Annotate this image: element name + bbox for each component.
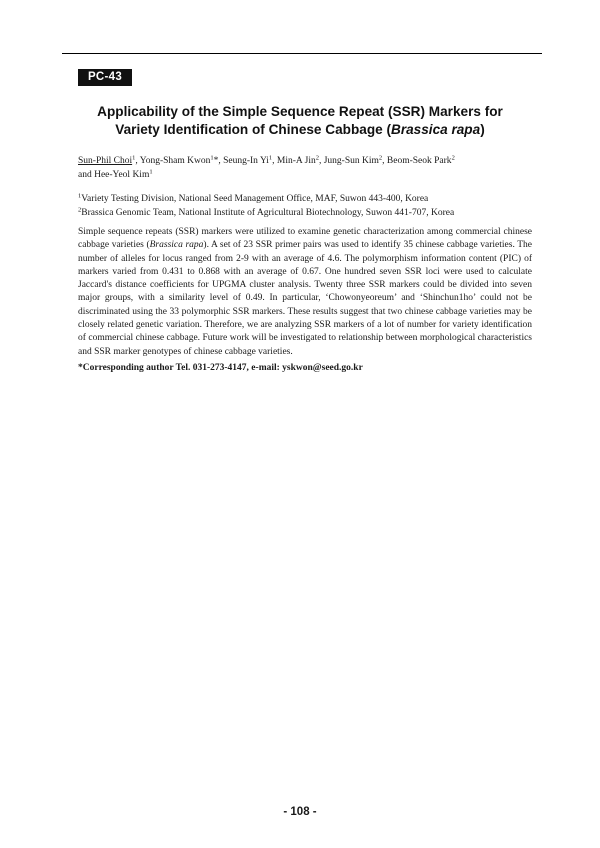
corresponding-mark: *	[213, 156, 219, 166]
author-affiliation-sup: 2	[451, 154, 455, 162]
author-name: Seung-In Yi	[223, 156, 269, 166]
header-rule	[62, 53, 542, 54]
author-name: Sun-Phil Choi	[78, 156, 133, 166]
author-name: Yong-Sham Kwon	[139, 156, 211, 166]
abstract-species: Brassica rapa	[149, 240, 204, 251]
author-affiliation-sup: 1	[149, 168, 153, 176]
author-affiliation-sup: 1	[132, 154, 136, 162]
affiliation-item: $^2$Brassica Genomic Team, National Institute of Agricultural Biotechnology, Suwon 441-707, Korea	[78, 206, 455, 218]
title-line-2-suffix: )	[480, 122, 485, 137]
author-list: Sun-Phil Choi$^1$, Yong-Sham Kwon$^1$*, Seung-In Yi$^1$, Min-A Jin$^2$, Jung-Sun Kim$^2$, Beom-Seok Park$^2$ and Hee-Yeol Kim$^1$	[78, 154, 455, 180]
author-affiliation-sup: 2	[378, 154, 383, 162]
author-name: Jung-Sun Kim	[323, 156, 379, 166]
abstract-body: Simple sequence repeats (SSR) markers were utilized to examine genetic characterization among commercial chinese cabbage varieties (Brassica rapa). A set of 23 SSR primer pairs was used to identify 35 chinese cabbage varieties. The number of alleles for locus ranged from 2-9 with an average of 4.6. The polymorphism information content (PIC) of markers varied from 0.431 to 0.868 with an average of 0.67. One hundred seven SSR loci were used to calculate Jaccard's distance coefficients for UPGMA cluster analysis. Twenty three SSR markers could be divided into seven major groups, with a similarity level of 0.49. In particular, ‘Chowonyeoreum’ and ‘Shinchun1ho’ could not be discriminated using the 33 polymorphic SSR markers. These results suggest that two chinese cabbage varieties may be closely related genetic variation. Therefore, we are analyzing SSR markers of a lot of number for variety identification of commercial chinese cabbage. Future work will be investigated to relationship between morphological characteristics and SSR marker genotypes of chinese cabbage varieties.	[78, 227, 533, 357]
author-name: Min-A Jin	[276, 156, 316, 166]
title-line-2-prefix: Variety Identification of Chinese Cabbage (	[115, 122, 391, 137]
author-affiliation-sup: 2	[315, 154, 319, 162]
affiliation-item: $^1$Variety Testing Division, National Seed Management Office, MAF, Suwon 443-400, Korea	[78, 192, 429, 204]
author-affiliation-sup: 1	[268, 154, 273, 162]
session-code-badge: PC-43	[78, 69, 132, 86]
page-number: - 108 -	[283, 806, 317, 818]
paper-title	[60, 103, 540, 139]
author-affiliation-sup: 1	[210, 154, 214, 162]
corresponding-author-note: *Corresponding author Tel. 031-273-4147, e-mail: yskwon@seed.go.kr	[78, 363, 363, 373]
author-name: Hee-Yeol Kim	[94, 170, 150, 180]
author-name: Beom-Seok Park	[386, 156, 452, 166]
affiliation-list	[78, 192, 528, 220]
title-line-1: Applicability of the Simple Sequence Repeat (SSR) Markers for	[97, 104, 503, 119]
title-species: Brassica rapa	[391, 122, 481, 137]
